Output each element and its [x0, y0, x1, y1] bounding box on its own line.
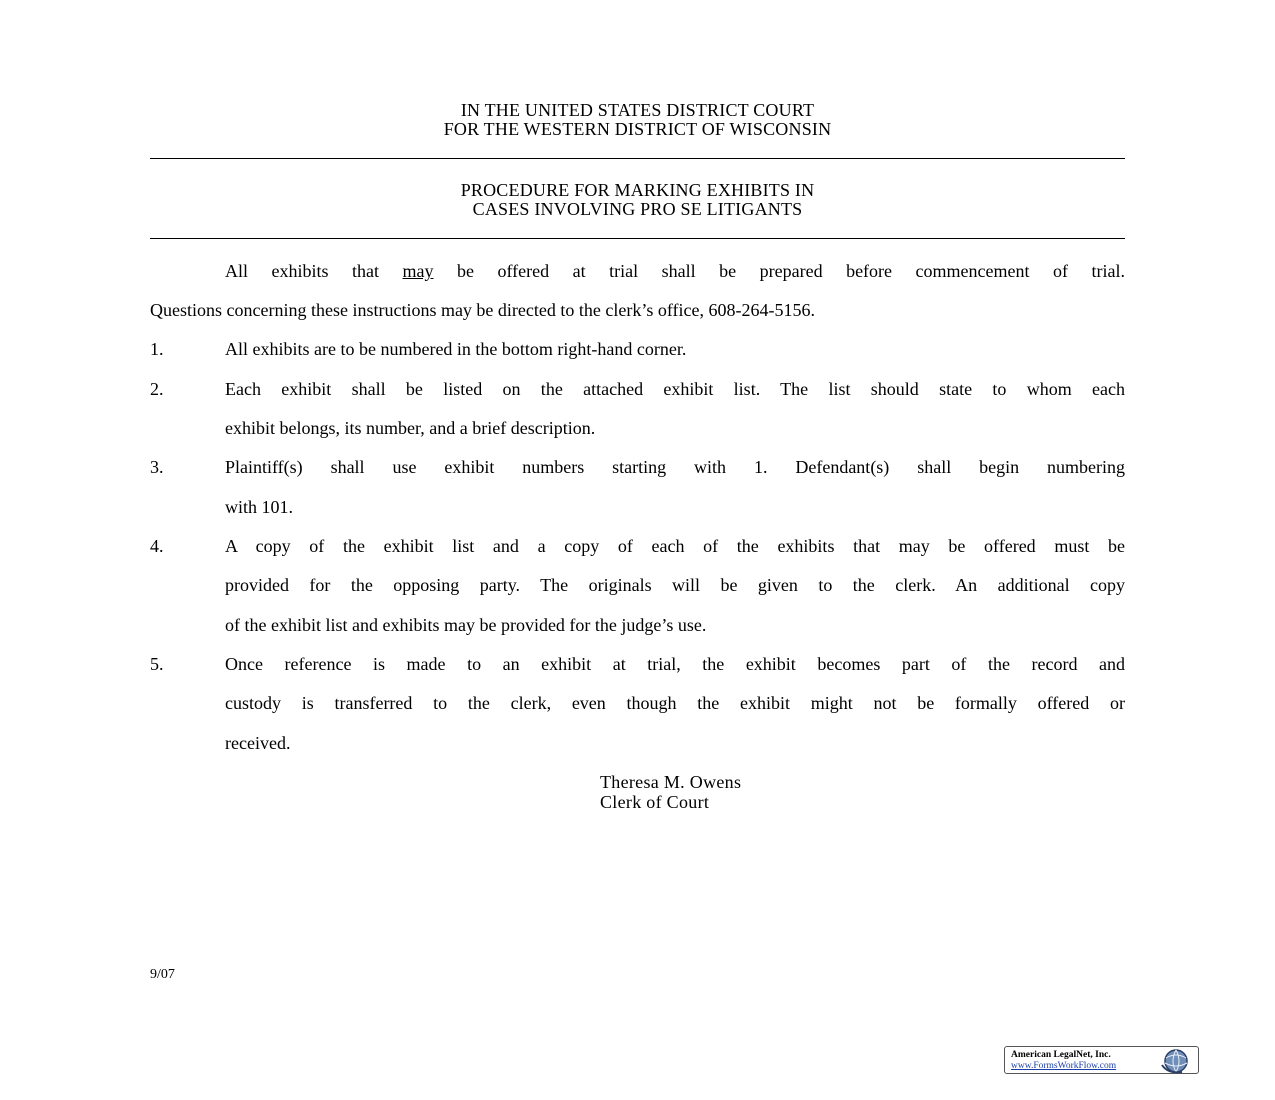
logo-website-link[interactable]: www.FormsWorkFlow.com: [1011, 1061, 1117, 1071]
document-title-line1: PROCEDURE FOR MARKING EXHIBITS IN: [460, 180, 815, 200]
intro-text-after: be offered at trial shall be prepared before commencement of trial.: [433, 261, 1125, 281]
court-name-line2: FOR THE WESTERN DISTRICT OF WISCONSIN: [443, 119, 832, 139]
item-4-number: 4.: [150, 536, 164, 556]
document-title-line2: CASES INVOLVING PRO SE LITIGANTS: [472, 199, 803, 219]
bottom-divider: [150, 238, 1125, 239]
item-4-line-1: A copy of the exhibit list and a copy of each of the exhibits that may be offered must be: [225, 536, 1125, 556]
item-4-line-2: provided for the opposing party. The originals will be given to the clerk. An additional copy: [225, 575, 1125, 595]
item-5-line-3: received.: [225, 733, 291, 753]
signature-name: Theresa M. Owens: [600, 772, 742, 792]
court-name-line1: IN THE UNITED STATES DISTRICT COURT: [460, 100, 815, 120]
top-divider: [150, 158, 1125, 159]
item-5-number: 5.: [150, 654, 164, 674]
item-1-number: 1.: [150, 339, 164, 359]
intro-line-1: [225, 261, 1125, 281]
item-3-line-1: Plaintiff(s) shall use exhibit numbers starting with 1. Defendant(s) shall begin numbering: [225, 457, 1125, 477]
signature-title: Clerk of Court: [600, 792, 710, 812]
intro-emphasis-may: may: [402, 261, 434, 281]
american-legalnet-logo[interactable]: [1004, 1046, 1199, 1074]
logo-company-name: American LegalNet, Inc.: [1011, 1050, 1111, 1060]
intro-line-2: Questions concerning these instructions may be directed to the clerk’s office, 608-264-5156.: [150, 300, 815, 320]
globe-icon: [1158, 1048, 1194, 1074]
item-5-line-1: Once reference is made to an exhibit at trial, the exhibit becomes part of the record and: [225, 654, 1125, 674]
item-4-line-3: of the exhibit list and exhibits may be provided for the judge’s use.: [225, 615, 707, 635]
item-5-line-2: custody is transferred to the clerk, even though the exhibit might not be formally offered or: [225, 693, 1125, 713]
item-2-line-2: exhibit belongs, its number, and a brief description.: [225, 418, 596, 438]
item-1-line-1: All exhibits are to be numbered in the bottom right-hand corner.: [225, 339, 687, 359]
item-3-line-2: with 101.: [225, 497, 294, 517]
intro-text-before: All exhibits that: [225, 261, 403, 281]
item-2-line-1: Each exhibit shall be listed on the attached exhibit list. The list should state to whom each: [225, 379, 1125, 399]
revision-date: 9/07: [150, 967, 175, 982]
item-2-number: 2.: [150, 379, 164, 399]
item-3-number: 3.: [150, 457, 164, 477]
